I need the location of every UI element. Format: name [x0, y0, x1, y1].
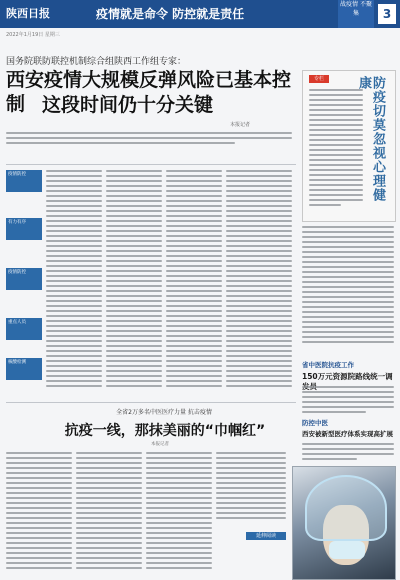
second-body-2 — [76, 452, 142, 572]
second-body-1 — [6, 452, 72, 572]
lead-headline-line1: 西安疫情大规模反弹风险已基本控制 — [6, 69, 292, 115]
side-label-3: 疫情防控 — [6, 268, 42, 290]
side-label-1: 疫情防控 — [6, 170, 42, 192]
lead-byline: 本报记者 — [230, 122, 251, 128]
body-column-3 — [166, 170, 222, 390]
second-body-3 — [146, 452, 212, 572]
medical-worker-photo — [292, 466, 396, 580]
page-number: 3 — [378, 4, 396, 24]
section-divider — [6, 164, 296, 165]
column-title: 防疫切莫忽视心理健康 — [356, 76, 385, 202]
right-body-column — [302, 226, 394, 346]
second-story-byline: 本报记者 — [151, 442, 169, 447]
second-body-4 — [216, 452, 286, 522]
further-reading-label: 延伸阅读 — [246, 532, 286, 540]
right-item2-subtitle: 西安被新型医疗体系实现高扩展 — [302, 430, 393, 438]
column-tag: 专栏 — [309, 75, 329, 83]
body-column-2 — [106, 170, 162, 390]
body-column-4 — [226, 170, 292, 390]
lead-headline-line2: 这段时间仍十分关键 — [42, 94, 214, 116]
right-item1-text — [302, 386, 394, 416]
newspaper-logo: 陕西日报 — [6, 7, 50, 20]
masthead-ad: 战疫情 不聚集 — [338, 0, 374, 28]
photo-face-shield — [305, 475, 387, 541]
side-label-2: 有力有序 — [6, 218, 42, 240]
masthead-slogan: 疫情就是命令 防控就是责任 — [96, 7, 245, 21]
right-item2-text — [302, 443, 394, 463]
dateline: 2022年1月19日 星期三 — [6, 32, 60, 38]
photo-mask — [329, 541, 365, 559]
right-item1-title: 省中医院抗疫工作 — [302, 361, 354, 369]
second-story-headline: 抗疫一线，那抹美丽的“巾帼红” — [64, 423, 266, 439]
column-text — [309, 89, 363, 209]
lead-paragraph — [6, 132, 292, 147]
side-label-5: 核酸检测 — [6, 358, 42, 380]
side-label-4: 重点人员 — [6, 318, 42, 340]
second-story-kicker: 全省2万多名中医医疗力量 抗击疫情 — [116, 409, 212, 416]
story-divider — [6, 402, 296, 403]
body-column-1 — [46, 170, 102, 390]
right-item2-title: 防控中医 — [302, 419, 328, 427]
right-item1-subtitle: 150万元资源院路线统一调 — [302, 372, 393, 381]
masthead — [0, 0, 400, 28]
lead-kicker: 国务院联防联控机制综合组陕西工作组专家： — [6, 57, 187, 67]
